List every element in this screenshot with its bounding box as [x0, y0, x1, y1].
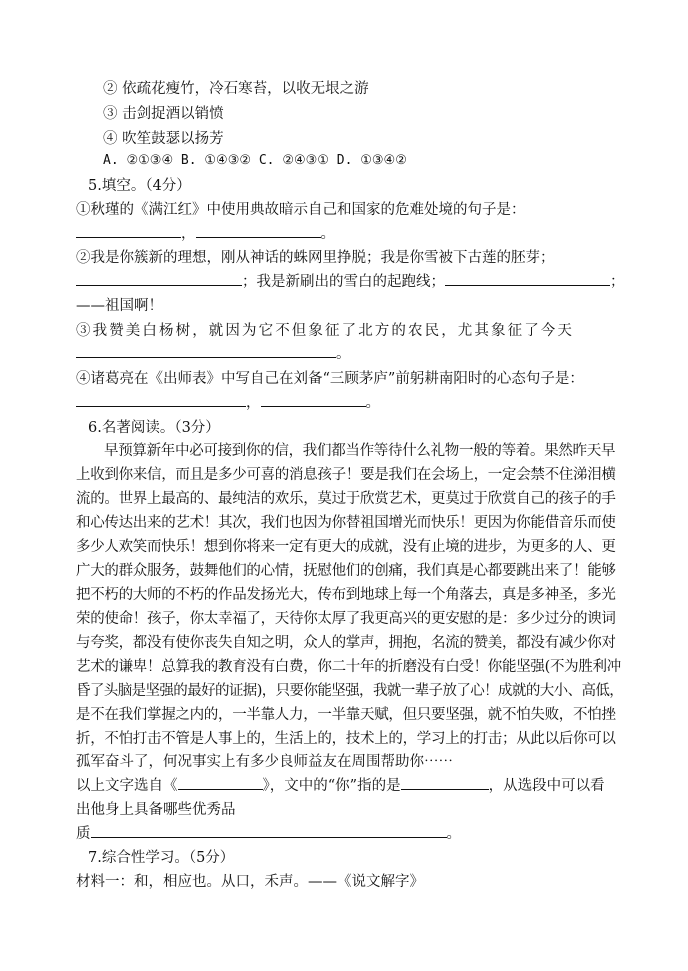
passage-line: 荣的使命！孩子，你太幸福了，天待你太厚了我更高兴的更安慰的是：多少过分的谀词 [76, 611, 616, 627]
q5-item-1-text: ①秋瑾的《满江红》中使用典故暗示自己和国家的危难处境的句子是： [76, 202, 526, 218]
fill-blank[interactable] [261, 392, 366, 407]
option-item-3: ③ 击剑捉酒以销愤 [103, 106, 224, 122]
option-item-2: ② 依疏花瘦竹，冷石寒苔，以收无垠之游 [103, 81, 369, 97]
passage-line: 孤军奋斗了，何况事实上有多少良师益友在周围帮助你⋯⋯ [76, 754, 453, 770]
q5-item-4-blanks: ， 。 [76, 392, 380, 414]
passage-line: 流的。世界上最高的、最纯洁的欢乐，莫过于欣赏艺术，更莫过于欣赏自己的孩子的手 [76, 491, 616, 507]
passage-line: 广大的群众服务，鼓舞他们的心情，抚慰他们的创痛，我们真是心都要跳出来了！能够 [76, 563, 616, 579]
passage-line: 多少人欢笑而快乐！想到你将来一定有更大的成就，没有止境的进步，为更多的人、更 [76, 539, 616, 555]
passage-line: 上收到你来信，而且是多少可喜的消息孩子！要是我们在会场上，一定会禁不住涕泪横 [76, 467, 616, 483]
question-6-heading: 6.名著阅读。（3分） [88, 420, 220, 436]
q6-question: 以上文字选自《 》，文中的“你”指的是 ，从选段中可以看 [76, 775, 605, 797]
fill-blank[interactable] [91, 823, 447, 838]
q6-question-answer: 质 。 [76, 823, 461, 845]
q5-item-1-blanks: ， 。 [76, 223, 335, 245]
passage-line: 折，不怕打击不管是人事上的，生活上的，技术上的，学习上的打击；从此以后你可以 [76, 731, 616, 747]
q7-material-1: 材料一：和，相应也。从口，禾声。——《说文解字》 [76, 874, 424, 890]
q5-item-2-blanks: ；我是新刷出的雪白的起跑线； ； [76, 271, 610, 293]
passage-line: 与夸奖，都没有使你丧失自知之明，众人的掌声，拥抱，名流的赞美，都没有减少你对 [76, 635, 616, 651]
fill-blank[interactable] [76, 343, 336, 358]
question-5-heading: 5.填空。（4分） [88, 178, 191, 194]
passage-line: 艺术的谦卑！总算我的教育没有白费，你二十年的折磨没有白受！你能坚强(不为胜利冲 [76, 659, 621, 675]
q5-item-4-text: ④诸葛亮在《出师表》中写自己在刘备“三顾茅庐”前躬耕南阳时的心态句子是： [76, 371, 584, 387]
passage-line: 早预算新年中必可接到你的信，我们都当作等待什么礼物一般的等着。果然昨天早 [104, 443, 616, 459]
passage-line: 把不朽的大师的不朽的作品发扬光大，传布到地球上每一个角落去，真是多神圣，多光 [76, 587, 616, 603]
fill-blank[interactable] [401, 775, 489, 790]
q5-item-3-text: ③我赞美白杨树，就因为它不但象征了北方的农民，尤其象征了今天 [76, 323, 574, 339]
question-7-heading: 7.综合性学习。（5分） [88, 850, 235, 866]
q5-item-2-tail: ——祖国啊！ [76, 298, 163, 314]
passage-line: 是不在我们掌握之内的，一半靠人力，一半靠天赋，但只要坚强，就不怕失败，不怕挫 [76, 707, 616, 723]
fill-blank[interactable] [76, 223, 181, 238]
fill-blank[interactable] [196, 223, 321, 238]
fill-blank[interactable] [76, 392, 246, 407]
passage-line: 昏了头脑是坚强的最好的证据)，只要你能坚强，我就一辈子放了心！成就的大小、高低， [76, 683, 624, 699]
passage-line: 和心传达出来的艺术！其次，我们也因为你替祖国增光而快乐！更因为你能借音乐而使 [76, 515, 616, 531]
fill-blank[interactable] [76, 271, 242, 286]
q5-item-2-text: ②我是你簇新的理想，刚从神话的蛛网里挣脱；我是你雪被下古莲的胚芽； [76, 250, 555, 266]
option-item-4: ④ 吹笙鼓瑟以扬芳 [103, 131, 224, 147]
fill-blank[interactable] [178, 775, 263, 790]
answer-choices: A. ②①③④ B. ①④③② C. ②④③① D. ①③④② [103, 153, 407, 168]
q5-item-3-blank: 。 [76, 343, 351, 365]
q6-question-cont: 出他身上具备哪些优秀品 [76, 802, 236, 818]
fill-blank[interactable] [445, 271, 610, 286]
